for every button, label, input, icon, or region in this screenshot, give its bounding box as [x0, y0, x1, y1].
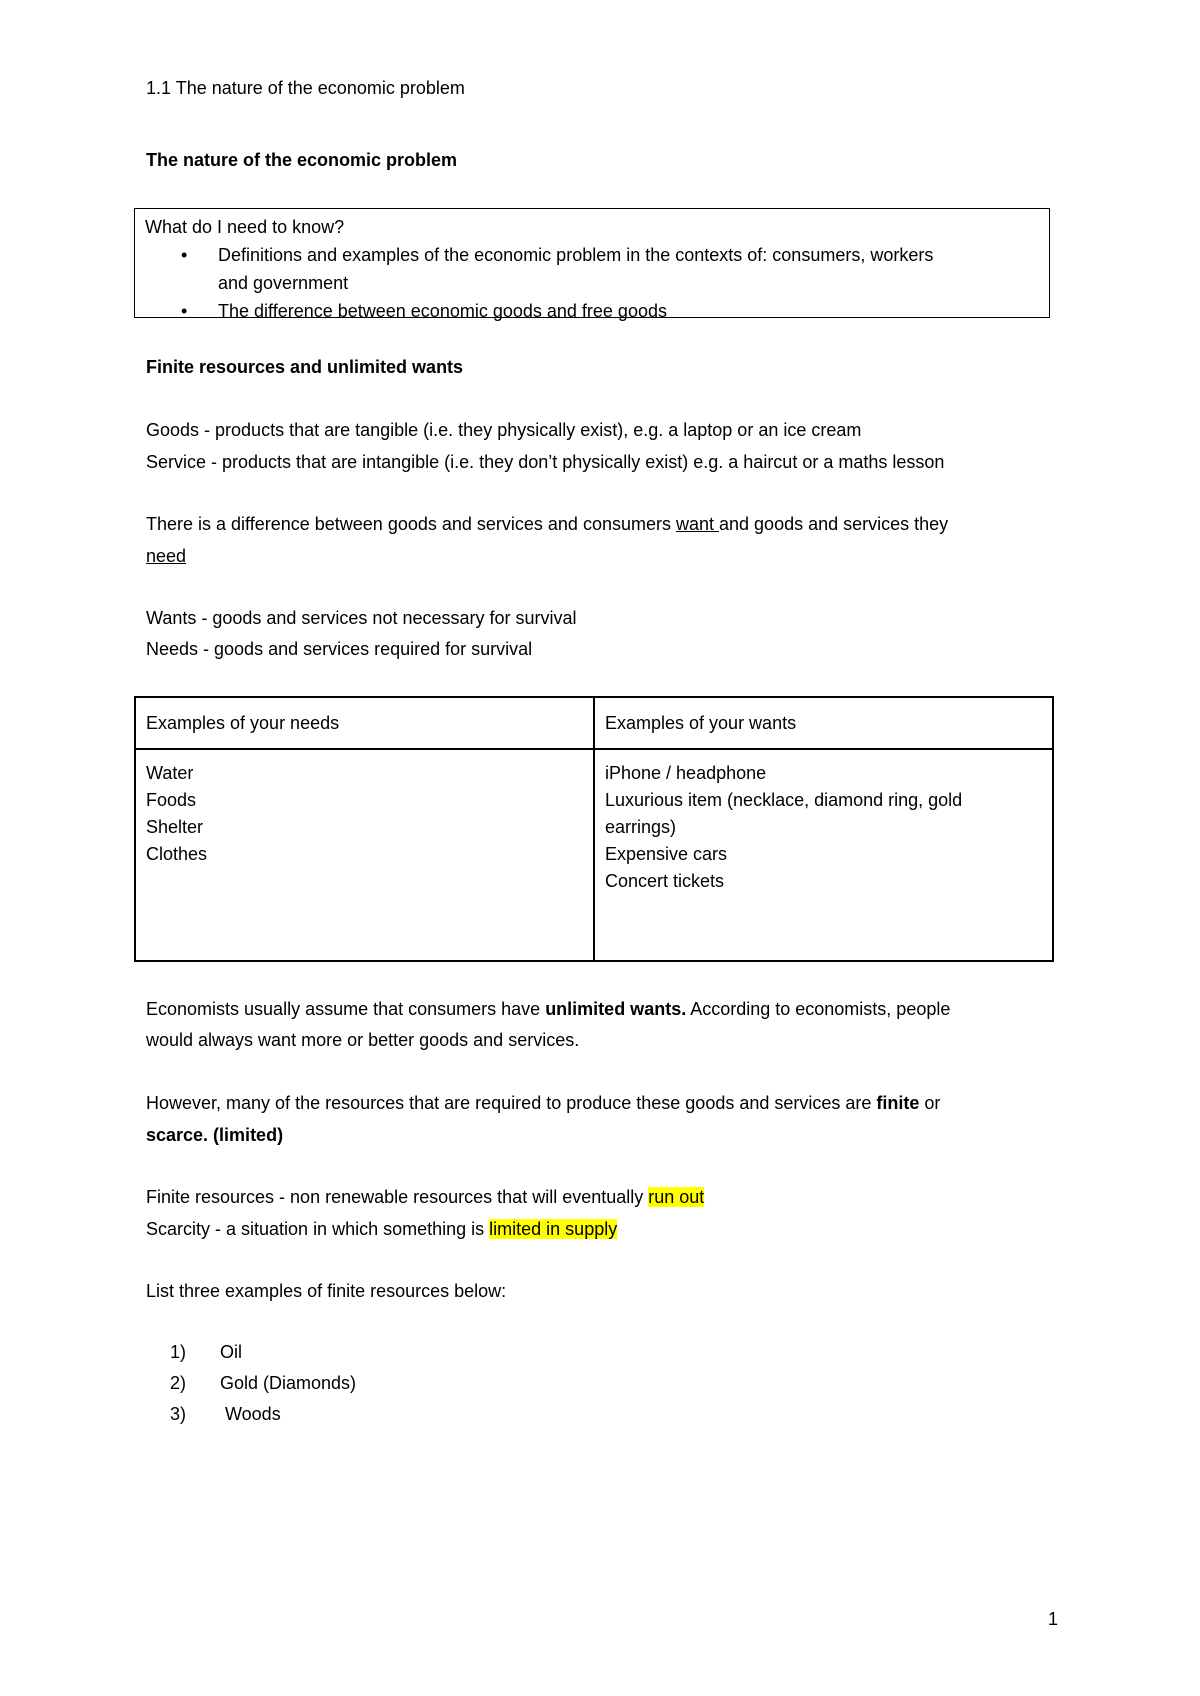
- page-heading: The nature of the economic problem: [146, 150, 458, 170]
- difference-paragraph: There is a difference between goods and services and consumers want and goods and services they: [146, 514, 949, 534]
- finite-scarce-paragraph: However, many of the resources that are required to produce these goods and services are finite or: [146, 1093, 941, 1113]
- wants-definition: Wants - goods and services not necessary for survival: [146, 608, 577, 628]
- highlight-run-out: run out: [648, 1187, 705, 1207]
- want-word: want: [675, 514, 720, 534]
- scarce-limited-text: scarce. (limited): [146, 1125, 284, 1145]
- page-number: 1: [1048, 1609, 1059, 1629]
- needs-item: Water: [146, 763, 194, 783]
- need-word-line: [146, 541, 186, 571]
- need-to-know-box: [134, 208, 1050, 321]
- needs-item: Foods: [146, 790, 197, 810]
- wants-column-header: Examples of your wants: [594, 697, 1053, 749]
- need-to-know-title: What do I need to know?: [145, 217, 345, 237]
- finite-resources-definition: Finite resources - non renewable resources that will eventually run out: [146, 1187, 705, 1207]
- finite-resources-list: [170, 1337, 356, 1430]
- wants-item: Luxurious item (necklace, diamond ring, gold: [605, 790, 963, 810]
- scarcity-definition: Scarcity - a situation in which something is limited in supply: [146, 1219, 618, 1239]
- need-to-know-item: • The difference between economic goods and free goods: [181, 297, 1039, 325]
- unlimited-wants-line2: would always want more or better goods and services.: [146, 1030, 580, 1050]
- wants-item: Concert tickets: [605, 871, 725, 891]
- needs-cell: [135, 749, 594, 961]
- wants-item: iPhone / headphone: [605, 763, 767, 783]
- service-definition: Service - products that are intangible (i.e. they don’t physically exist) e.g. a haircut or a maths lesson: [146, 452, 945, 472]
- needs-item: Shelter: [146, 817, 204, 837]
- wants-item: Expensive cars: [605, 844, 728, 864]
- needs-column-header: Examples of your needs: [135, 697, 594, 749]
- goods-definition: Goods - products that are tangible (i.e. they physically exist), e.g. a laptop or an ice cream: [146, 420, 862, 440]
- needs-item: Clothes: [146, 844, 208, 864]
- needs-definition: Needs - goods and services required for survival: [146, 639, 533, 659]
- need-to-know-list: [145, 241, 1039, 325]
- list-prompt: List three examples of finite resources below:: [146, 1281, 507, 1301]
- needs-wants-table: [134, 696, 1054, 962]
- need-word: need: [146, 546, 187, 566]
- unlimited-wants-paragraph: Economists usually assume that consumers have unlimited wants. According to economists, people: [146, 999, 951, 1019]
- list-item: 2) Gold (Diamonds): [170, 1373, 357, 1393]
- section-title: 1.1 The nature of the economic problem: [146, 78, 465, 98]
- highlight-limited-supply: limited in supply: [489, 1219, 618, 1239]
- need-to-know-item: • Definitions and examples of the economic problem in the contexts of: consumers, workers and government: [181, 241, 1039, 297]
- wants-item: earrings): [605, 817, 677, 837]
- list-item: 1) Oil: [170, 1342, 242, 1362]
- list-item: 3) Woods: [170, 1404, 281, 1424]
- wants-cell: [594, 749, 1053, 961]
- subheading: Finite resources and unlimited wants: [146, 357, 464, 377]
